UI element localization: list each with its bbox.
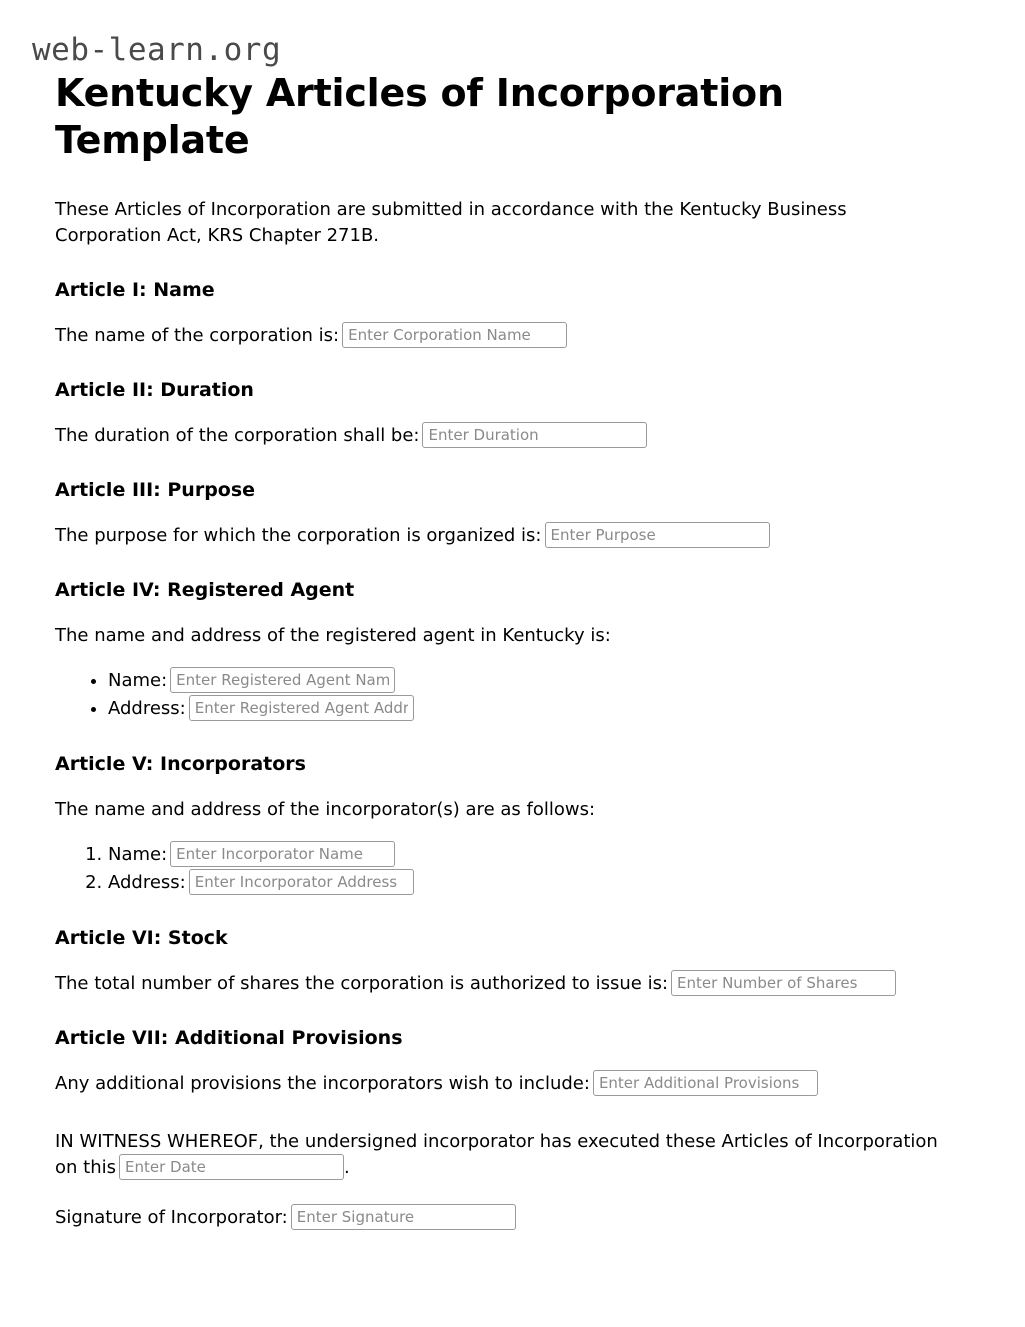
article-vi-line: [55, 971, 969, 997]
corporation-name-input[interactable]: [342, 322, 567, 348]
article-heading-iv: Article IV: Registered Agent: [55, 579, 355, 601]
incorporator-address-input[interactable]: [189, 869, 414, 895]
article-heading-i: Article I: Name: [55, 279, 215, 301]
witness-paragraph: [55, 1129, 955, 1181]
registered-agent-address-label: Address:: [108, 698, 186, 719]
witness-text: IN WITNESS WHEREOF, the undersigned incorporator has executed these Articles of Incorporation on this: [55, 1131, 938, 1178]
article-iii-line: [55, 523, 969, 549]
article-heading-vii: Article VII: Additional Provisions: [55, 1027, 403, 1049]
article-heading-vi: Article VI: Stock: [55, 927, 228, 949]
duration-input[interactable]: [422, 422, 647, 448]
article-v-label: The name and address of the incorporator(s) are as follows:: [55, 799, 596, 820]
article-vii-label: Any additional provisions the incorporators wish to include:: [55, 1073, 590, 1094]
additional-provisions-input[interactable]: [593, 1070, 818, 1096]
article-ii-label: The duration of the corporation shall be:: [55, 425, 420, 446]
signature-input[interactable]: [291, 1204, 516, 1230]
list-item: [108, 667, 969, 695]
number-of-shares-input[interactable]: [671, 970, 896, 996]
list-item: [108, 869, 969, 897]
article-ii-line: [55, 423, 969, 449]
article-i-label: The name of the corporation is:: [55, 325, 340, 346]
article-iv-label: The name and address of the registered agent in Kentucky is:: [55, 625, 611, 646]
page-title: Kentucky Articles of Incorporation Template: [55, 71, 784, 162]
incorporators-list: [55, 841, 969, 897]
article-heading-iii: Article III: Purpose: [55, 479, 256, 501]
registered-agent-address-input[interactable]: [189, 695, 414, 721]
incorporator-name-label: Name:: [108, 844, 168, 865]
list-item: [108, 695, 969, 723]
article-heading-v: Article V: Incorporators: [55, 753, 306, 775]
date-input[interactable]: [119, 1154, 344, 1180]
article-i-line: [55, 323, 969, 349]
registered-agent-list: [55, 667, 969, 723]
purpose-input[interactable]: [545, 522, 770, 548]
signature-paragraph: [55, 1205, 969, 1231]
incorporator-address-label: Address:: [108, 872, 186, 893]
article-vi-label: The total number of shares the corporation is authorized to issue is:: [55, 973, 669, 994]
witness-period: .: [344, 1157, 350, 1178]
registered-agent-name-label: Name:: [108, 670, 168, 691]
intro-paragraph: These Articles of Incorporation are submitted in accordance with the Kentucky Business Corporation Act, KRS Chapter 271B.: [55, 199, 847, 246]
article-iii-label: The purpose for which the corporation is organized is:: [55, 525, 542, 546]
article-heading-ii: Article II: Duration: [55, 379, 254, 401]
registered-agent-name-input[interactable]: [170, 667, 395, 693]
signature-label: Signature of Incorporator:: [55, 1207, 288, 1228]
site-logo: web-learn.org: [32, 32, 282, 68]
list-item: [108, 841, 969, 869]
article-vii-line: [55, 1071, 969, 1097]
incorporator-name-input[interactable]: [170, 841, 395, 867]
